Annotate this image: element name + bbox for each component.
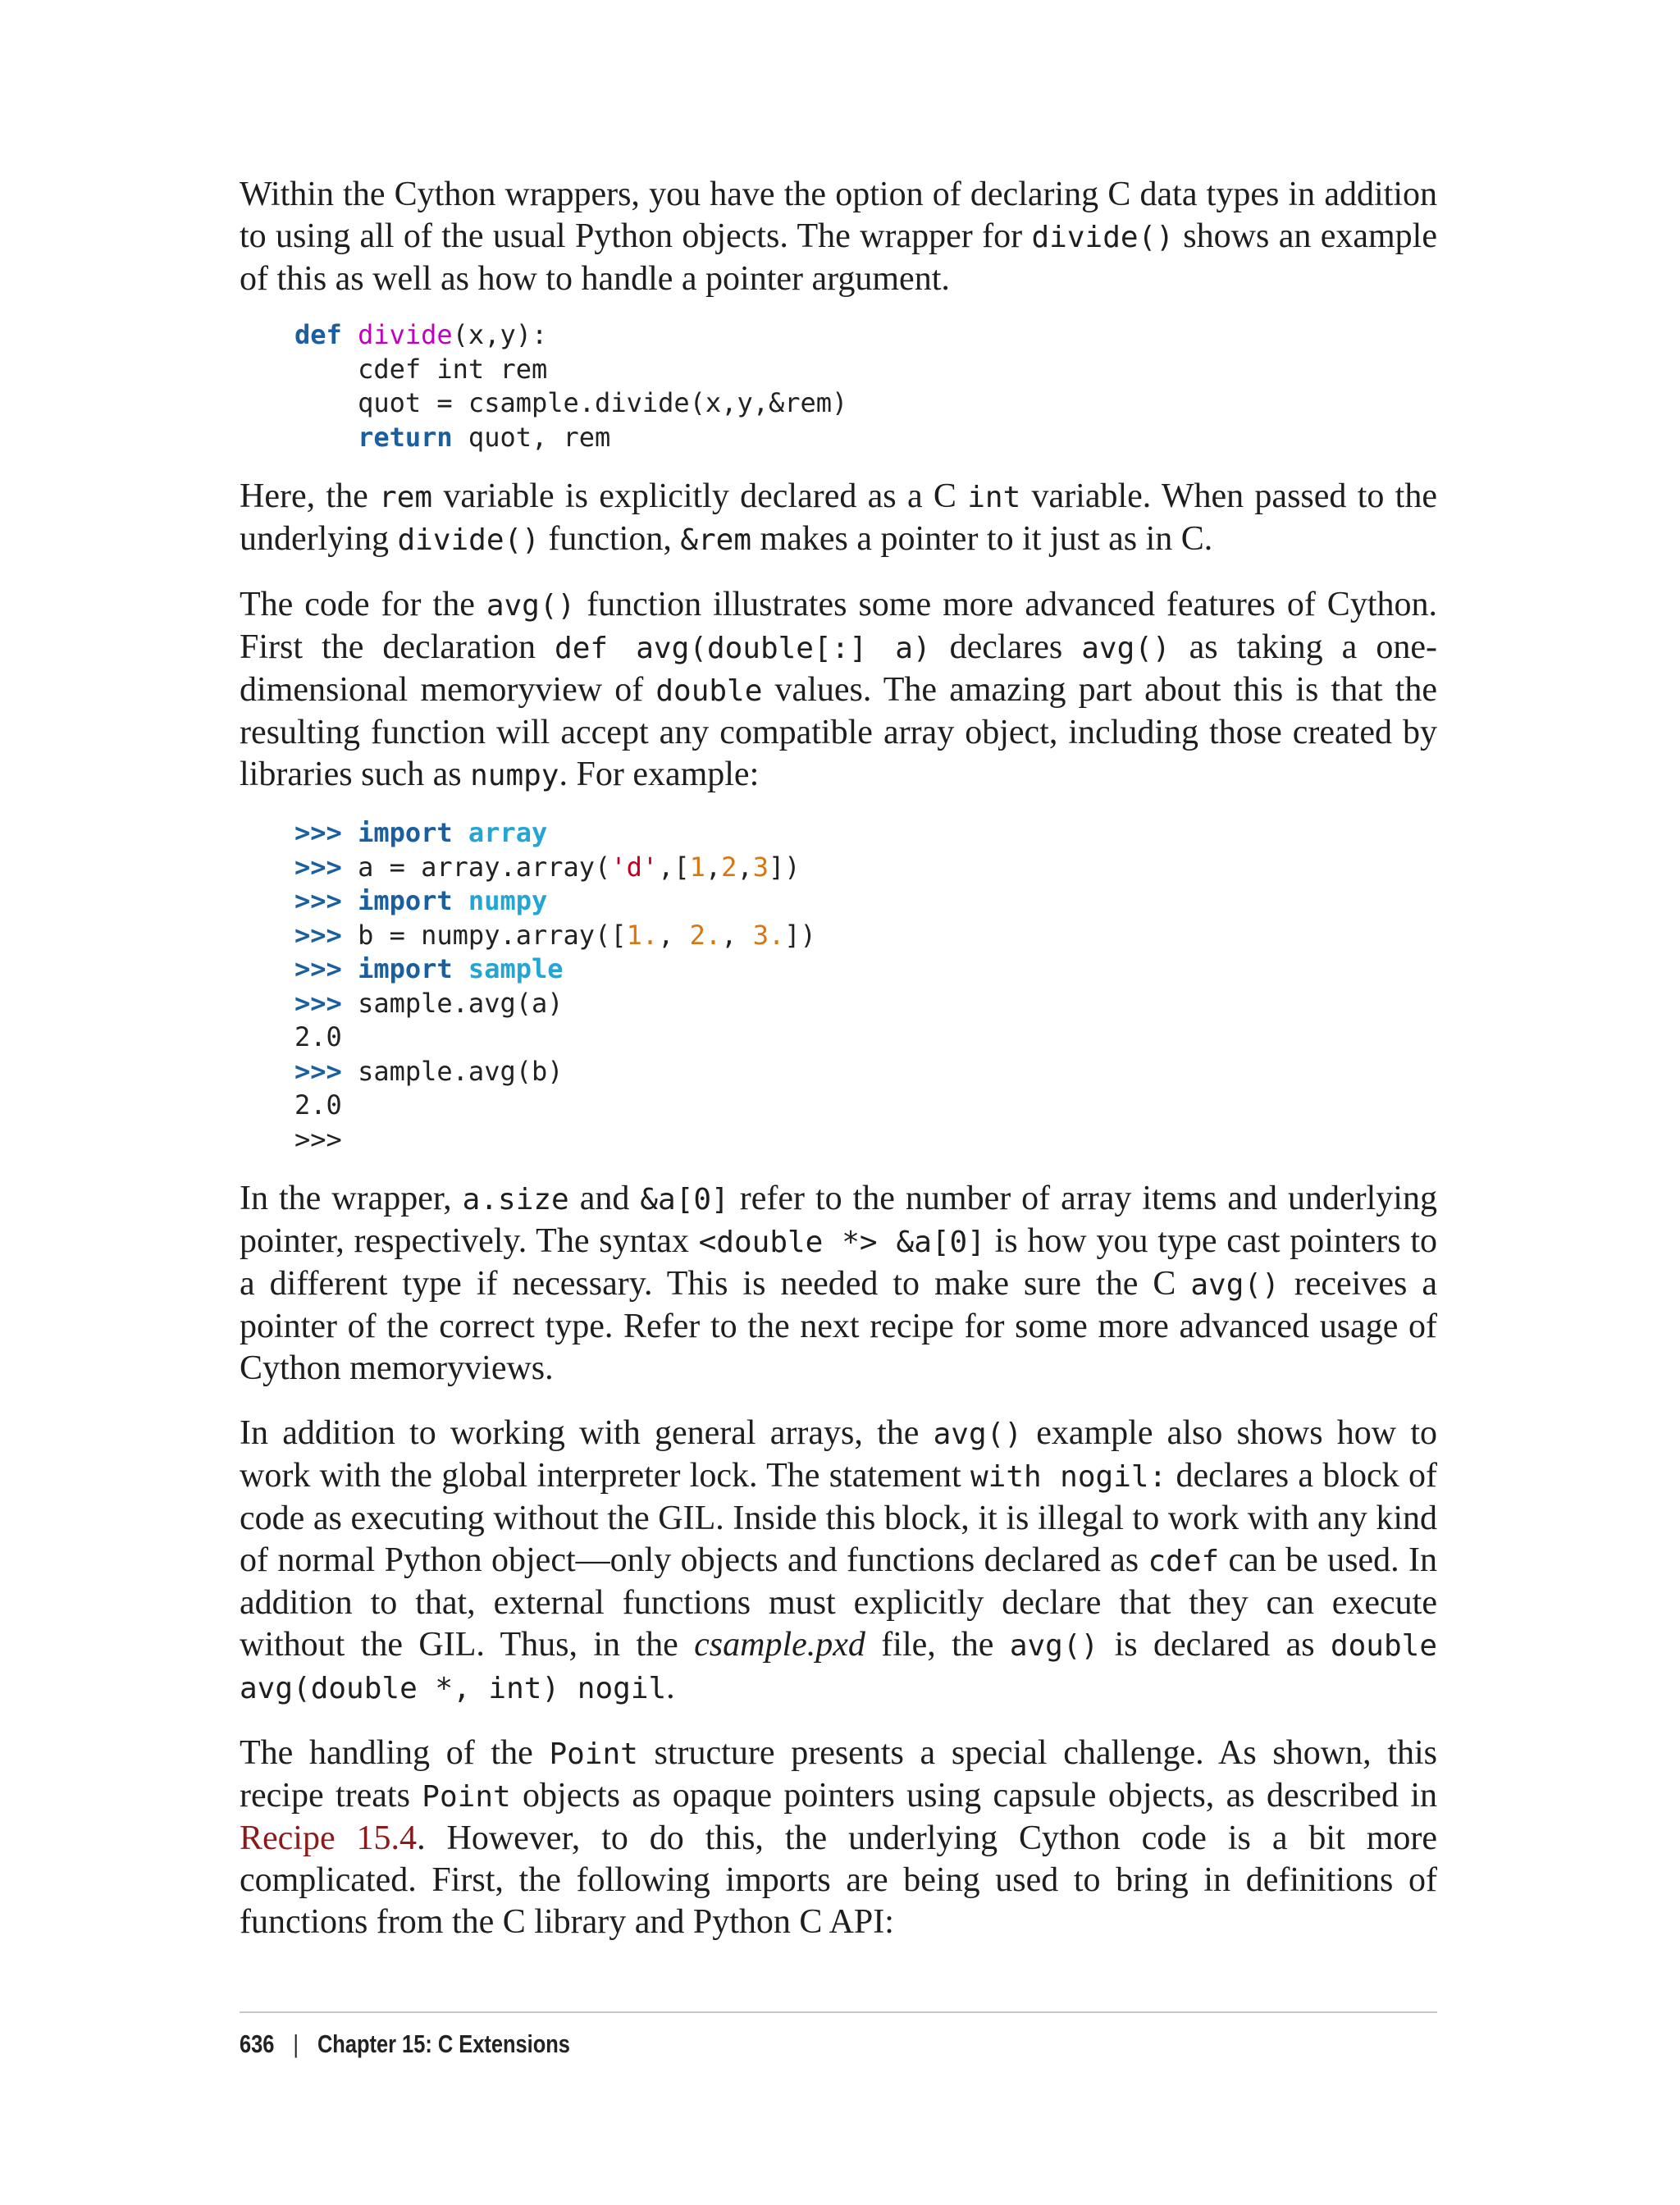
inline-code: divide() (1031, 221, 1174, 254)
paragraph-global-interpreter-lock: In addition to working with general arrays, the avg() example also shows how to work with the global interpreter lock. The statement with nogil: declares a block of code as executing without the GIL. Inside this block, it is illegal to work with any kind of normal Python object—only objects and functions declared as cdef can be used. In addition to that, external functions must explicitly declare that they can execute without the GIL. Thus, in the csample.pxd file, the avg() is declared as double avg(double *, int) nogil. (240, 1414, 1437, 1706)
page-number: 636 (240, 2029, 275, 2058)
page-content (240, 174, 1437, 1943)
footer-separator: | (293, 2029, 299, 2058)
page-footer (240, 2011, 1437, 2058)
paragraph-avg-function: The code for the avg() function illustrates some more advanced features of Cython. First the declaration def avg(double[:] a) declares avg() as taking a one-dimensional memoryview of double values. The amazing part about this is that the resulting function will accept any compatible array object, including those created by libraries such as numpy. For example: (240, 586, 1437, 793)
paragraph-point-structure: The handling of the Point structure presents a special challenge. As shown, this recipe treats Point objects as opaque pointers using capsule objects, as described in Recipe 15.4. However, to do this, the underlying Cython code is a bit more complicated. First, the following imports are being used to bring in definitions of functions from the C library and Python C API: (240, 1734, 1438, 1941)
chapter-title: Chapter 15: C Extensions (317, 2029, 570, 2058)
code-block-interactive-session: >>> import array >>> a = array.array('d',[1,2,3]) >>> import numpy >>> b = numpy.array([1., 2., 3.]) >>> import sample >>> sample.avg(a) 2.0 >>> sample.avg(b) 2.0 >>> (294, 817, 816, 1155)
paragraph-wrapper-pointers: In the wrapper, a.size and &a[0] refer to the number of array items and underlying pointer, respectively. The syntax <double *> &a[0] is how you type cast pointers to a different type if necessary. This is needed to make sure the C avg() receives a pointer of the correct type. Refer to the next recipe for some more advanced usage of Cython memoryviews. (240, 1180, 1438, 1387)
paragraph-rem-variable: Here, the rem variable is explicitly declared as a C int variable. When passed to the underlying divide() function, &rem makes a pointer to it just as in C. (240, 477, 1437, 558)
paragraph-cython-wrappers: Within the Cython wrappers, you have the option of declaring C data types in addition to using all of the usual Python objects. The wrapper for divide() shows an example of this as well as how to handle a pointer argument. (240, 176, 1437, 298)
recipe-link[interactable]: Recipe 15.4 (240, 1819, 418, 1857)
code-block-divide: def divide(x,y): cdef int rem quot = csample.divide(x,y,&rem) return quot, rem (294, 319, 848, 453)
